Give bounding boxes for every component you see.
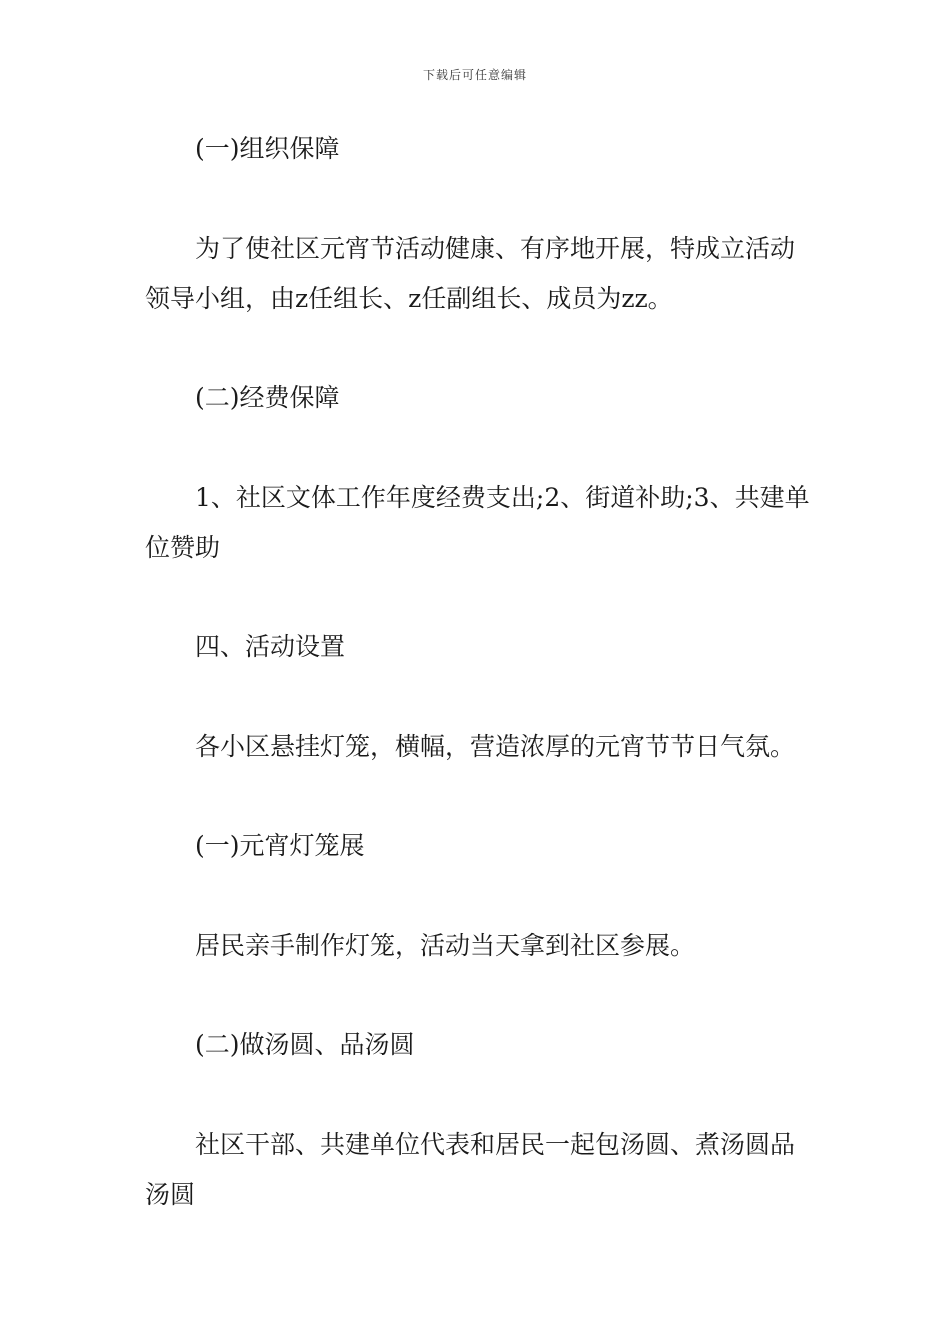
heading-tangyuan: (二)做汤圆、品汤圆 bbox=[195, 1030, 415, 1059]
page-header: 下载后可任意编辑 bbox=[422, 68, 527, 82]
heading-funding: (二)经费保障 bbox=[195, 383, 340, 412]
paragraph-lantern-show: 居民亲手制作灯笼，活动当天拿到社区参展。 bbox=[195, 931, 696, 960]
paragraph-organization: 为了使社区元宵节活动健康、有序地开展，特成立活动领导小组，由z任组长、z任副组长、成员为zz。 bbox=[145, 234, 796, 313]
paragraph-tangyuan: 社区干部、共建单位代表和居民一起包汤圆、煮汤圆品汤圆 bbox=[145, 1130, 796, 1209]
heading-lantern-show: (一)元宵灯笼展 bbox=[195, 831, 365, 860]
heading-activity-settings: 四、活动设置 bbox=[195, 632, 346, 661]
paragraph-activity-settings: 各小区悬挂灯笼，横幅，营造浓厚的元宵节节日气氛。 bbox=[195, 732, 796, 761]
heading-organization: (一)组织保障 bbox=[195, 134, 340, 163]
paragraph-funding: 1、社区文体工作年度经费支出;2、街道补助;3、共建单位赞助 bbox=[145, 483, 810, 562]
